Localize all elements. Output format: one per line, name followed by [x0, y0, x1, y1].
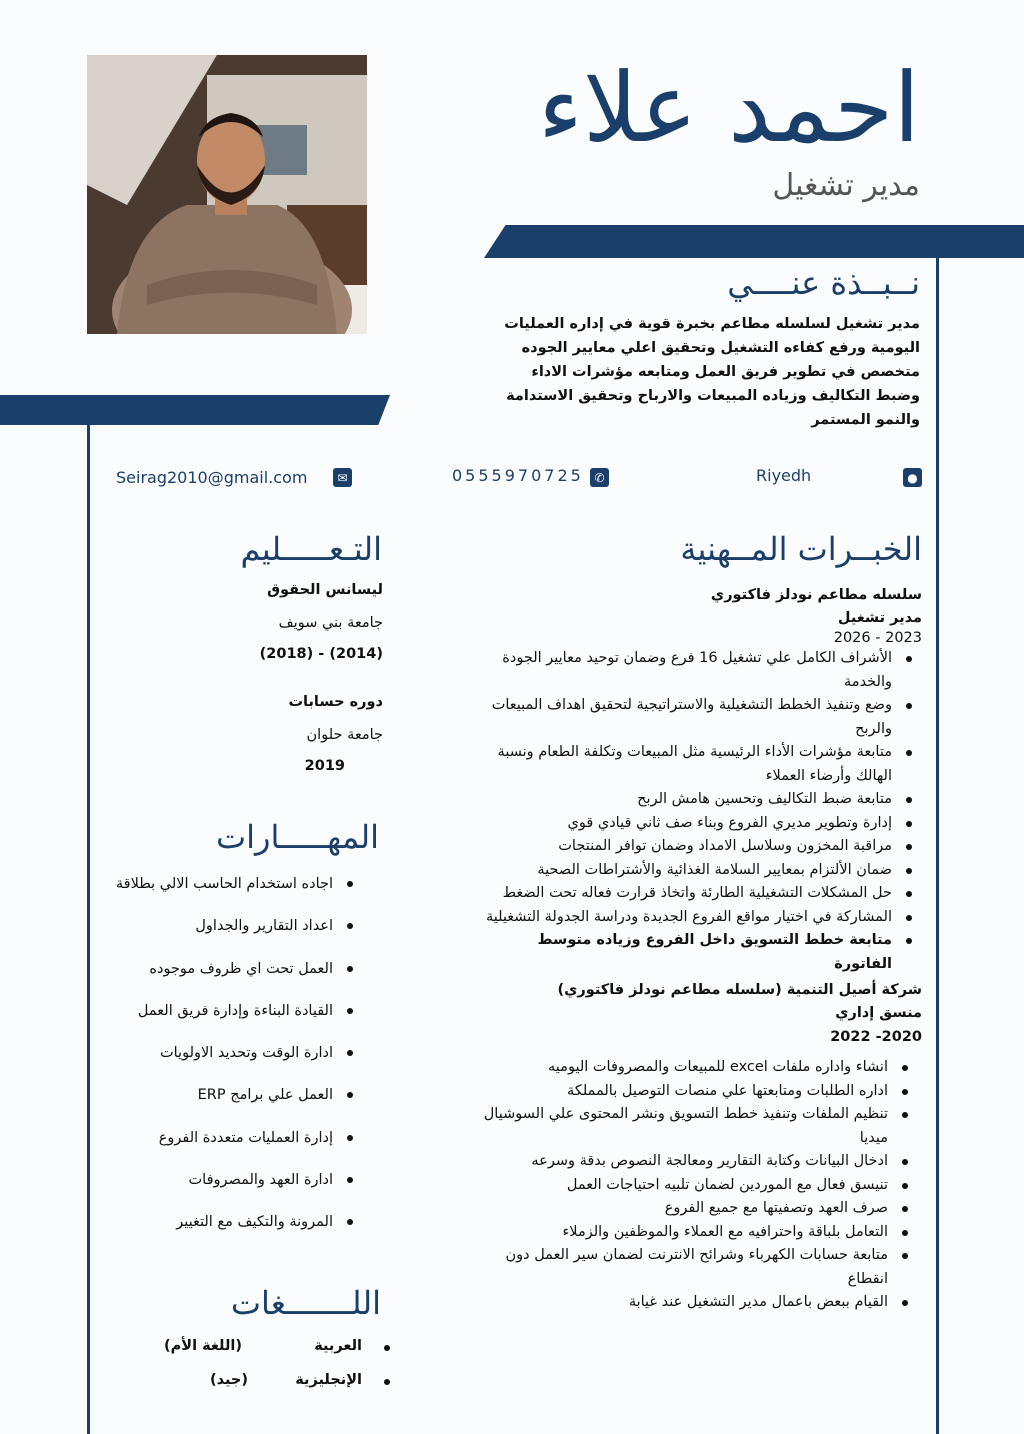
skills-heading: المهـــــارات [216, 818, 379, 856]
list-item: إدارة وتطوير مديري الفروع وبناء صف ثاني قيادي قوي [482, 812, 892, 836]
list-item: متابعة خطط التسويق داخل الفروع وزياده متوسط الفاتورة [482, 929, 892, 976]
job-title: مدير تشغيل [772, 168, 920, 203]
list-item: انشاء واداره ملفات excel للمبيعات والمصروفات اليوميه [482, 1056, 888, 1080]
list-item: القيام ببعض باعمال مدير التشغيل عند غيابة [482, 1291, 888, 1315]
list-item: إدارة العمليات متعددة الفروع [63, 1126, 333, 1168]
language-name: الإنجليزية [295, 1372, 362, 1388]
languages-section [150, 1338, 390, 1406]
education-degree: دوره حسابات [288, 694, 383, 710]
language-row [150, 1338, 390, 1372]
list-item: ضمان الألتزام بمعايير السلامة الغذائية والأشتراطات الصحية [482, 859, 892, 883]
list-item: متابعة حسابات الكهرباء وشرائح الانترنت لضمان سير العمل دون انقطاع [482, 1244, 888, 1291]
education-heading: التـعـــــليم [240, 530, 382, 568]
list-item: التعامل بلباقة واحترافيه مع العملاء والموظفين والزملاء [482, 1221, 888, 1245]
list-item: القيادة البناءة وإدارة فريق العمل [63, 999, 333, 1041]
job-role: مدير تشغيل [837, 610, 922, 626]
list-item: اجاده استخدام الحاسب الالي بطلاقة [63, 872, 333, 914]
list-item: حل المشكلات التشغيلية الطارئة واتخاذ قرارت فعاله تحت الضغط [482, 882, 892, 906]
language-row [150, 1372, 390, 1406]
job-company: شركة أصيل التنمية (سلسله مطاعم نودلز فاكتوري) [557, 982, 922, 998]
experience-section [482, 583, 922, 1315]
job-duties-list [482, 647, 922, 976]
job-period: 2020- 2022 [830, 1029, 922, 1045]
job-role: منسق إداري [835, 1005, 922, 1021]
list-item: ادخال البيانات وكتابة التقارير ومعالجة النصوص بدقة وسرعه [482, 1150, 888, 1174]
bullet [384, 1379, 390, 1385]
list-item: العمل تحت اي ظروف موجوده [63, 957, 333, 999]
list-item: المرونة والتكيف مع التغيير [63, 1210, 333, 1252]
phone-icon: ✆ [590, 468, 609, 487]
header-bar-left [0, 395, 390, 425]
phone-text[interactable]: 0555970725 [452, 466, 584, 485]
job-company: سلسله مطاعم نودلز فاكتوري [710, 587, 922, 603]
email-text[interactable]: Seirag2010@gmail.com [116, 468, 308, 487]
location-text: Riyedh [756, 466, 812, 485]
envelope-icon: ✉ [333, 468, 352, 487]
portrait-image [87, 55, 367, 334]
education-section [133, 582, 383, 774]
about-text: مدير تشغيل لسلسله مطاعم بخبرة قوية في إداره العمليات اليومية ورفع كفاءه التشغيل وتحقيق اعلي معايير الجوده متخصص في تطوير فريق العمل ومتابعه مؤشرات الاداء وضبط التكاليف وزياده المبيعات والارباح وتحقيق الاستدامة والنمو المستمر [504, 316, 920, 428]
list-item: تنظيم الملفات وتنفيذ خطط التسويق ونشر المحتوى علي السوشيال ميديا [482, 1103, 888, 1150]
list-item: تنيسق فعال مع الموردين لضمان تلبيه احتياجات العمل [482, 1174, 888, 1198]
bullet [384, 1345, 390, 1351]
profile-photo [87, 55, 367, 334]
skills-list [63, 872, 353, 1253]
languages-heading: اللـــــــغات [230, 1284, 381, 1322]
language-name: العربية [314, 1338, 362, 1354]
list-item: العمل علي برامج ERP [63, 1083, 333, 1125]
list-item: المشاركة في اختيار مواقع الفروع الجديدة ودراسة الجدولة التشغيلية [482, 906, 892, 930]
language-level: (اللغة الأم) [164, 1338, 243, 1354]
education-years: 2019 [304, 758, 345, 774]
list-item: وضع وتنفيذ الخطط التشغيلية والاستراتيجية لتحقيق اهداف المبيعات والربح [482, 694, 892, 741]
list-item: متابعة مؤشرات الأداء الرئيسية مثل المبيعات وتكلفة الطعام ونسبة الهالك وأرضاء العملاء [482, 741, 892, 788]
list-item: ادارة الوقت وتحديد الاولويات [63, 1041, 333, 1083]
location-pin-icon: ● [903, 468, 922, 487]
job-duties-list [482, 1056, 922, 1315]
list-item: مراقبة المخزون وسلاسل الامداد وضمان توافر المنتجات [482, 835, 892, 859]
person-name: احمد علاء [537, 52, 920, 164]
education-degree: ليسانس الحقوق [267, 582, 383, 598]
list-item: ادارة العهد والمصروفات [63, 1168, 333, 1210]
language-level: (جيد) [210, 1372, 249, 1388]
education-school: جامعة حلوان [306, 727, 383, 743]
frame-line-right [936, 258, 939, 1434]
about-heading: نــبــذة عنــــي [727, 264, 920, 302]
education-years: (2014) - (2018) [259, 646, 383, 662]
list-item: اداره الطلبات ومتابعتها علي منصات التوصيل بالمملكة [482, 1080, 888, 1104]
header-bar-right [484, 225, 1024, 258]
list-item: الأشراف الكامل علي تشغيل 16 فرع وضمان توحيد معايير الجودة والخدمة [482, 647, 892, 694]
job-period: 2023 - 2026 [833, 630, 922, 646]
list-item: متابعة ضبط التكاليف وتحسين هامش الربح [482, 788, 892, 812]
list-item: صرف العهد وتصفيتها مع جميع الفروع [482, 1197, 888, 1221]
education-school: جامعة بني سويف [278, 615, 383, 631]
experience-heading: الخبــرات المــهنية [680, 530, 922, 568]
list-item: اعداد التقارير والجداول [63, 914, 333, 956]
